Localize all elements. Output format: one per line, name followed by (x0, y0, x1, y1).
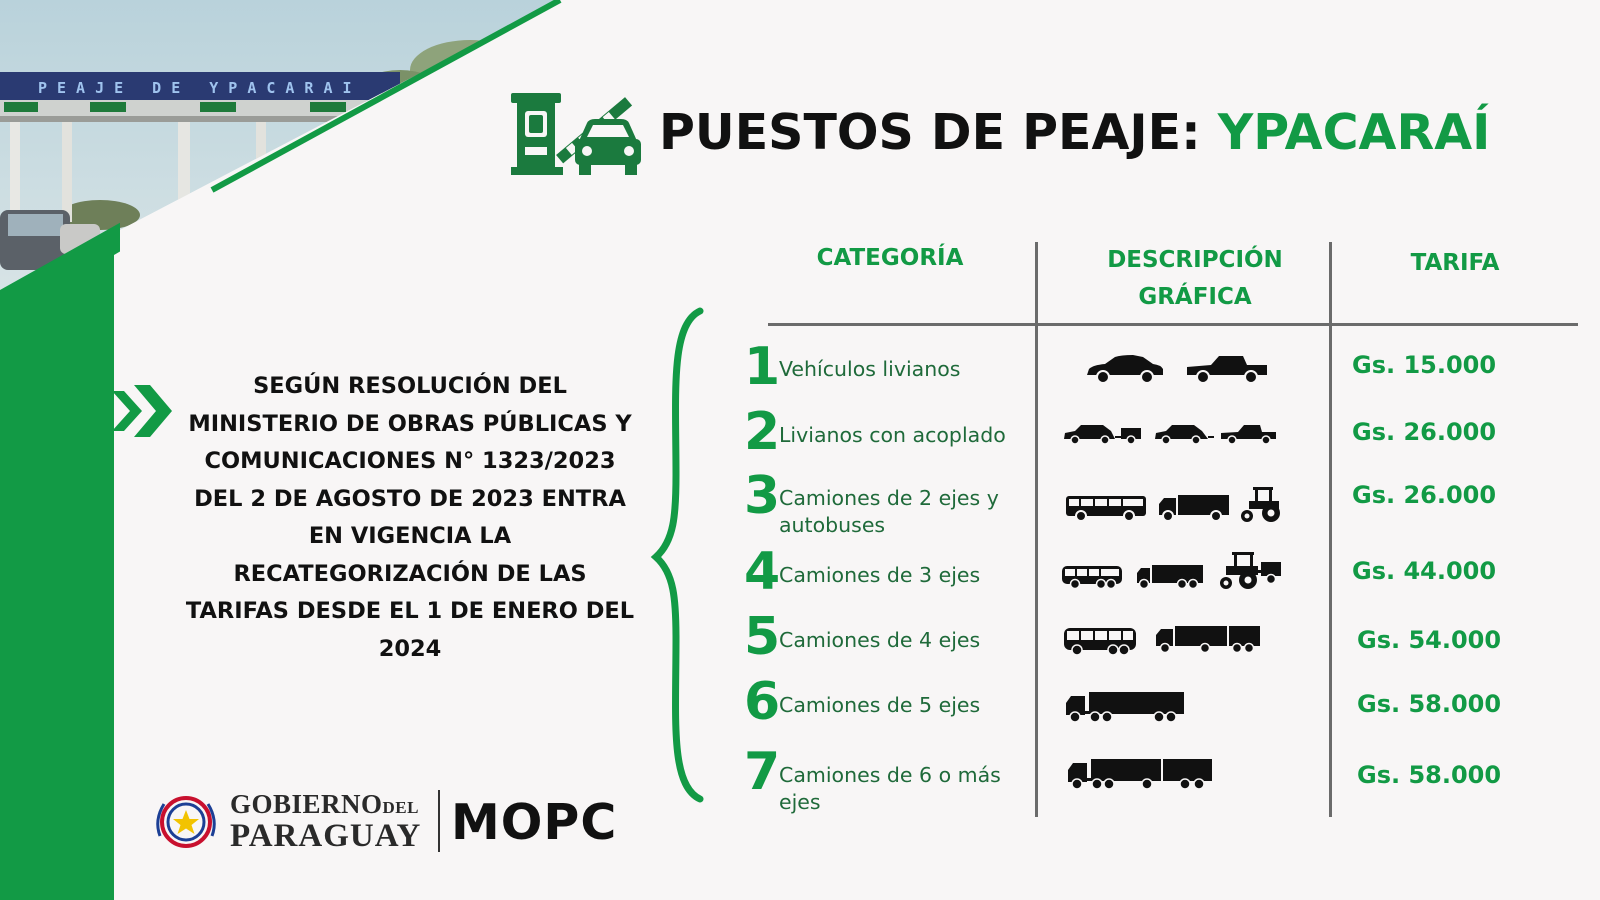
category-label: Camiones de 5 ejes (779, 693, 981, 717)
truck-6-axle-icon (1067, 758, 1213, 792)
bus-icon (1061, 564, 1123, 590)
tractor-icon (1239, 485, 1281, 523)
header-fare: TARIFA (1410, 250, 1500, 276)
toll-barrier-icon (511, 71, 641, 177)
truck-2-axle-icon (1158, 494, 1230, 522)
truck-5-axle-icon (1065, 691, 1185, 725)
fare-value: Gs. 58.000 (1357, 690, 1502, 718)
photo-sign-text: PEAJE DE YPACARAI (38, 79, 362, 97)
fare-value: Gs. 58.000 (1357, 761, 1502, 789)
gobierno-word: GOBIERNO (230, 789, 383, 819)
category-number: 5 (744, 607, 781, 667)
chevron-right-icon (112, 385, 182, 445)
gobierno-del-paraguay-logo (230, 789, 430, 854)
paraguay-word: PARAGUAY (230, 818, 422, 854)
car-with-trailer-icon (1063, 423, 1143, 445)
category-number: 7 (744, 742, 781, 802)
category-number: 6 (744, 672, 781, 732)
resolution-text: SEGÚN RESOLUCIÓN DEL MINISTERIO DE OBRAS PÚBLICAS Y COMUNICACIONES N° 1323/2023 DEL 2 DE AGOSTO DE 2023 ENTRA EN VIGENCIA LA RECATEGORIZACIÓN DE LAS TARIFAS DESDE EL 1 DE ENERO DEL 2024 (185, 373, 635, 662)
bus-icon (1063, 626, 1137, 656)
category-label: Camiones de 4 ejes (779, 628, 981, 652)
category-label: Camiones de 2 ejes y autobuses (779, 486, 999, 537)
header-category: CATEGORÍA (816, 245, 964, 271)
del-word: DEL (382, 798, 419, 817)
header-description-line1: DESCRIPCIÓN (1107, 247, 1283, 273)
curly-brace (650, 305, 710, 805)
fare-value: Gs. 26.000 (1352, 418, 1497, 446)
sedan-icon (1085, 353, 1165, 385)
category-number: 3 (744, 466, 781, 526)
fare-value: Gs. 54.000 (1357, 626, 1502, 654)
category-label: Vehículos livianos (779, 357, 961, 381)
green-side-bar (0, 0, 120, 900)
category-number: 2 (744, 402, 781, 462)
pickup-icon (1220, 423, 1278, 445)
category-label: Livianos con acoplado (779, 423, 1006, 447)
truck-3-axle-icon (1136, 564, 1204, 590)
car-with-trailer-icon (1154, 423, 1214, 445)
logo-divider (438, 790, 440, 852)
tractor-trailer-icon (1218, 550, 1282, 590)
table-header-rule (768, 323, 1578, 326)
table-divider (1329, 242, 1332, 817)
mopc-logo: MOPC (451, 794, 618, 851)
header-description-line2: GRÁFICA (1138, 284, 1252, 310)
bus-icon (1065, 494, 1147, 522)
truck-4-axle-icon (1155, 625, 1261, 655)
page-title (659, 104, 1490, 161)
paraguay-coat-of-arms-icon (150, 790, 222, 854)
category-label: Camiones de 3 ejes (779, 563, 981, 587)
category-label: Camiones de 6 o más ejes (779, 763, 1001, 814)
category-number: 1 (744, 337, 781, 397)
title-prefix: PUESTOS DE PEAJE: (659, 104, 1218, 161)
title-place: YPACARAÍ (1217, 104, 1491, 161)
fare-value: Gs. 26.000 (1352, 481, 1497, 509)
fare-value: Gs. 44.000 (1352, 557, 1497, 585)
fare-value: Gs. 15.000 (1352, 351, 1497, 379)
category-number: 4 (744, 542, 781, 602)
pickup-icon (1185, 353, 1269, 385)
